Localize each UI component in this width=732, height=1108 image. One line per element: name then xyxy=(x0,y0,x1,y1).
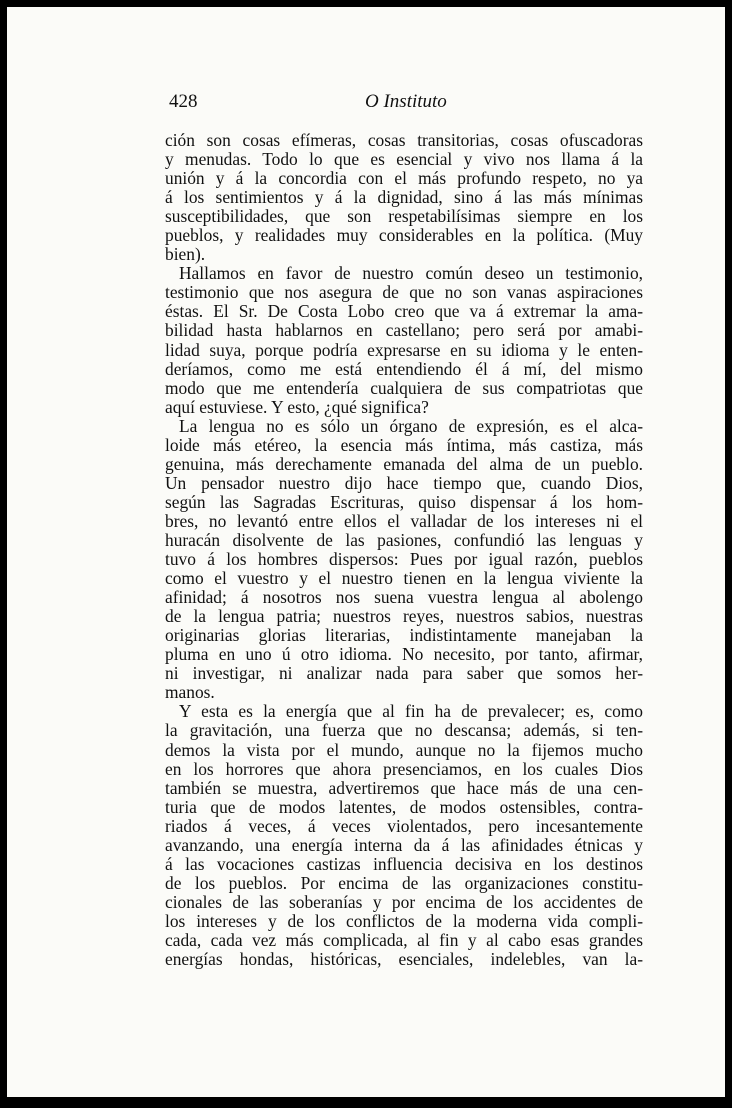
text-line: de la lengua patria; nuestros reyes, nuestros sabios, nuestras xyxy=(165,606,643,627)
text-line: Hallamos en favor de nuestro común deseo un testimonio, xyxy=(179,263,643,284)
text-line: en los horrores que ahora presenciamos, en los cuales Dios xyxy=(165,758,643,779)
running-title: O Instituto xyxy=(365,91,447,112)
text-line: lidad suya, porque podría expresarse en su idioma y le enten- xyxy=(165,339,643,360)
text-line: como el vuestro y el nuestro tienen en la lengua viviente la xyxy=(165,568,643,589)
text-line: á los sentimientos y á la dignidad, sino á las más mínimas xyxy=(165,187,643,208)
text-line: genuina, más derechamente emanada del alma de un pueblo. xyxy=(165,453,643,474)
text-line: tuvo á los hombres dispersos: Pues por igual razón, pueblos xyxy=(165,549,643,570)
text-line: originarias glorias literarias, indistintamente manejaban la xyxy=(165,625,643,646)
text-line: deríamos, como me está entendiendo él á mí, del mismo xyxy=(165,358,643,379)
text-line: unión y á la concordia con el más profundo respeto, no ya xyxy=(165,168,643,189)
book-page xyxy=(7,7,725,1097)
text-line: éstas. El Sr. De Costa Lobo creo que va á extremar la ama- xyxy=(165,301,643,322)
text-line: á las vocaciones castizas influencia decisiva en los destinos xyxy=(165,853,643,874)
text-line: energías hondas, históricas, esenciales, indelebles, van la- xyxy=(165,949,643,970)
text-line: bien). xyxy=(165,244,206,265)
text-line: huracán disolvente de las pasiones, confundió las lenguas y xyxy=(165,529,643,550)
text-line: cionales de las soberanías y por encima de los accidentes de xyxy=(165,891,643,912)
text-line: Un pensador nuestro dijo hace tiempo que, cuando Dios, xyxy=(165,472,643,493)
text-line: modo que me entendería cualquiera de sus compatriotas que xyxy=(165,377,643,398)
text-line: aquí estuviese. Y esto, ¿qué significa? xyxy=(165,396,429,417)
text-line: riados á veces, á veces violentados, pero incesantemente xyxy=(165,815,643,836)
text-line: turia que de modos latentes, de modos ostensibles, contra- xyxy=(165,796,643,817)
text-line: susceptibilidades, que son respetabilísimas siempre en los xyxy=(165,206,643,227)
text-line: Y esta es la energía que al fin ha de prevalecer; es, como xyxy=(179,701,643,722)
text-line: también se muestra, advertiremos que hace más de una cen- xyxy=(165,777,643,798)
text-line: manos. xyxy=(165,682,215,703)
text-line: la gravitación, una fuerza que no descansa; además, si ten- xyxy=(165,720,643,741)
text-line: demos la vista por el mundo, aunque no la fijemos mucho xyxy=(165,739,643,760)
text-line: cada, cada vez más complicada, al fin y al cabo esas grandes xyxy=(165,929,643,950)
text-line: La lengua no es sólo un órgano de expresión, es el alca- xyxy=(179,415,643,436)
text-line: ción son cosas efímeras, cosas transitorias, cosas ofuscadoras xyxy=(165,130,643,150)
text-line: avanzando, una energía interna da á las afinidades étnicas y xyxy=(165,834,643,855)
text-line: bilidad hasta hablarnos en castellano; pero será por amabi- xyxy=(165,320,643,341)
text-line: afinidad; á nosotros nos suena vuestra lengua al abolengo xyxy=(165,587,643,608)
text-line: de los pueblos. Por encima de las organizaciones constitu- xyxy=(165,872,643,893)
page-number: 428 xyxy=(169,91,198,112)
text-line: bres, no levantó entre ellos el valladar de los intereses ni el xyxy=(165,510,643,531)
text-line: según las Sagradas Escrituras, quiso dispensar á los hom- xyxy=(165,491,643,512)
text-line: los intereses y de los conflictos de la moderna vida compli- xyxy=(165,910,643,931)
body-text xyxy=(165,131,643,969)
text-line: y menudas. Todo lo que es esencial y vivo nos llama á la xyxy=(165,149,643,170)
text-line: ni investigar, ni analizar nada para saber que somos her- xyxy=(165,663,643,684)
text-line: testimonio que nos asegura de que no son vanas aspiraciones xyxy=(165,282,643,303)
text-line: pueblos, y realidades muy considerables en la política. (Muy xyxy=(165,225,643,246)
text-line: pluma en uno ú otro idioma. No necesito, por tanto, afirmar, xyxy=(165,644,643,665)
page-header xyxy=(169,91,649,121)
text-line: loide más etéreo, la esencia más íntima, más castiza, más xyxy=(165,434,643,455)
